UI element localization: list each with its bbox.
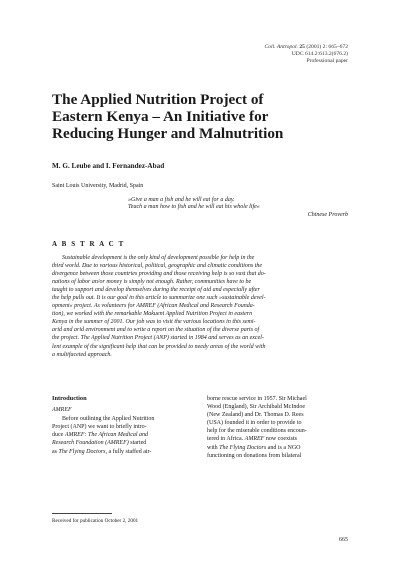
epigraph: »Give a man a fish and he will eat for a day. Teach a man how to fish and he will eat his whole life« Chinese Proverb xyxy=(128,197,348,218)
body-column-right: borne rescue service in 1957. Sir Michael Wood (England), Sir Archibald McIndoe (New Zealand) and Dr. Thomas D. Rees (USA) founded it in order to provide to help for the miserable conditions encoun- tered in Africa. AMREF now coexists with The Flying Doctors and is a NGO functioning on donations from bilateral xyxy=(207,396,307,459)
footnote-rule xyxy=(52,513,112,514)
section-title: Introduction xyxy=(52,395,87,402)
authors: M. G. Leube and I. Fernandez-Abad xyxy=(52,162,165,170)
abstract-heading: A B S T R A C T xyxy=(52,240,125,248)
udc-code: UDC 614.2:613.2(676.2) xyxy=(291,51,348,57)
footnote: Received for publication October 2, 2001 xyxy=(52,518,139,524)
body-column-left: Introduction AMREF Before outlining the Applied Nutrition Project (ANP) we want to briefly intro- duce AMREF: The African Medical and Research Foundation (AMREF) started as The Flying Doctors, a fully staffed air- xyxy=(52,395,192,456)
epigraph-source: Chinese Proverb xyxy=(307,211,348,218)
journal-citation: Coll. Antropol. 25 (2001) 2: 665–672 xyxy=(264,44,348,50)
abstract-body: Sustainable development is the only kind of development possible for help in the third world. Due to various historical, political, geographic and climatic conditions the divergence between those countries providing and those receiving help is so vast that do- nations of labor an/or money is simply not enough. Rather, communities have to be taught to support and develop themselves during the receipt of aid and especially after the help pulls out. It is our goal in this article to summarize one such »sustainable devel- opment« project. As volunteers for AMREF (African Medical and Research Founda- tion), we worked with the remarkable Makueni Applied Nutrition Project in eastern Kenya in the summer of 2001. Our job was to visit the various locations in this semi- arid and arid environment and to write a report on the situation of the diverse parts of the project. The Applied Nutrition Project (ANP) started in 1984 and serves as an excel- lent example of the significant help that can be provided to needy areas of the world with a multifaceted approach. xyxy=(52,255,266,358)
affiliation: Saint Louis University, Madrid, Spain xyxy=(52,183,144,189)
subsection-title: AMREF xyxy=(52,407,72,414)
page-number: 665 xyxy=(339,537,348,543)
journal-header xyxy=(148,44,348,65)
paper-type: Professional paper xyxy=(306,58,348,64)
article-title: The Applied Nutrition Project of Eastern Kenya – An Initiative for Reducing Hunger and Malnutrition xyxy=(52,91,284,142)
